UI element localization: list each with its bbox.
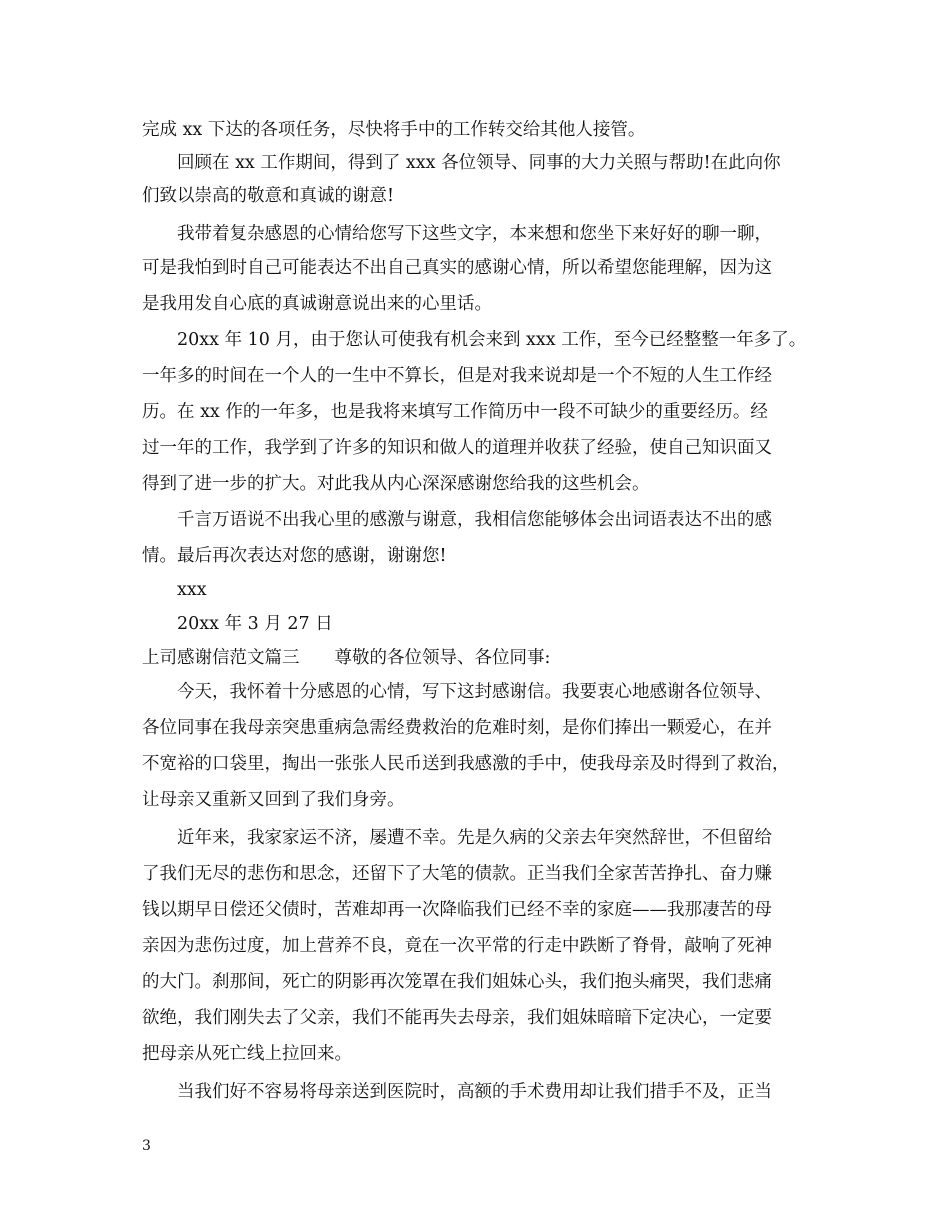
text-line: 欲绝，我们刚失去了父亲，我们不能再失去母亲，我们姐妹暗暗下定决心，一定要 bbox=[142, 1008, 772, 1028]
text-line: 亲因为悲伤过度，加上营养不良，竟在一次平常的行走中跌断了脊骨，敲响了死神 bbox=[142, 936, 772, 956]
date-line: 20xx 年 3 月 27 日 bbox=[177, 614, 333, 634]
page-number: 3 bbox=[142, 1138, 151, 1154]
text-line: 近年来，我家家运不济，屡遭不幸。先是久病的父亲去年突然辞世，不但留给 bbox=[177, 828, 772, 848]
text-line: 20xx 年 10 月，由于您认可使我有机会来到 xxx 工作，至今已经整整一年多了。 bbox=[177, 330, 807, 350]
text-line: 可是我怕到时自己可能表达不出自己真实的感谢心情，所以希望您能理解，因为这 bbox=[142, 258, 772, 278]
text-line: 回顾在 xx 工作期间，得到了 xxx 各位领导、同事的大力关照与帮助!在此向你 bbox=[177, 153, 781, 173]
text-line: 千言万语说不出我心里的感激与谢意，我相信您能够体会出词语表达不出的感 bbox=[177, 510, 772, 530]
text-line: 各位同事在我母亲突患重病急需经费救治的危难时刻，是你们捧出一颗爱心，在并 bbox=[142, 718, 772, 738]
text-line: 今天，我怀着十分感恩的心情，写下这封感谢信。我要衷心地感谢各位领导、 bbox=[177, 682, 772, 702]
section-heading-line: 上司感谢信范文篇三 尊敬的各位领导、各位同事: bbox=[142, 648, 551, 668]
text-line: 当我们好不容易将母亲送到医院时，高额的手术费用却让我们措手不及，正当 bbox=[177, 1082, 772, 1102]
text-line: 完成 xx 下达的各项任务，尽快将手中的工作转交给其他人接管。 bbox=[142, 120, 646, 140]
text-line: 是我用发自心底的真诚谢意说出来的心里话。 bbox=[142, 294, 492, 314]
text-line: 们致以崇高的敬意和真诚的谢意! bbox=[142, 186, 395, 206]
text-line: 得到了进一步的扩大。对此我从内心深深感谢您给我的这些机会。 bbox=[142, 474, 650, 494]
text-line: xxx bbox=[177, 580, 207, 600]
text-line: 钱以期早日偿还父债时，苦难却再一次降临我们已经不幸的家庭——我那凄苦的母 bbox=[142, 900, 772, 920]
text-line: 把母亲从死亡线上拉回来。 bbox=[142, 1044, 352, 1064]
text-line: 我带着复杂感恩的心情给您写下这些文字，本来想和您坐下来好好的聊一聊， bbox=[177, 224, 772, 244]
text-line: 一年多的时间在一个人的一生中不算长，但是对我来说却是一个不短的人生工作经 bbox=[142, 366, 772, 386]
text-line: 情。最后再次表达对您的感谢，谢谢您! bbox=[142, 546, 447, 566]
text-line: 历。在 xx 作的一年多，也是我将来填写工作简历中一段不可缺少的重要经历。经 bbox=[142, 402, 768, 422]
text-line: 的大门。刹那间，死亡的阴影再次笼罩在我们姐妹心头，我们抱头痛哭，我们悲痛 bbox=[142, 972, 772, 992]
text-line: 过一年的工作，我学到了许多的知识和做人的道理并收获了经验，使自己知识面又 bbox=[142, 438, 772, 458]
text-line: 不宽裕的口袋里，掏出一张张人民币送到我感激的手中，使我母亲及时得到了救治， bbox=[142, 754, 790, 774]
text-line: 让母亲又重新又回到了我们身旁。 bbox=[142, 790, 405, 810]
text-line: 了我们无尽的悲伤和思念，还留下了大笔的债款。正当我们全家苦苦挣扎、奋力赚 bbox=[142, 864, 772, 884]
